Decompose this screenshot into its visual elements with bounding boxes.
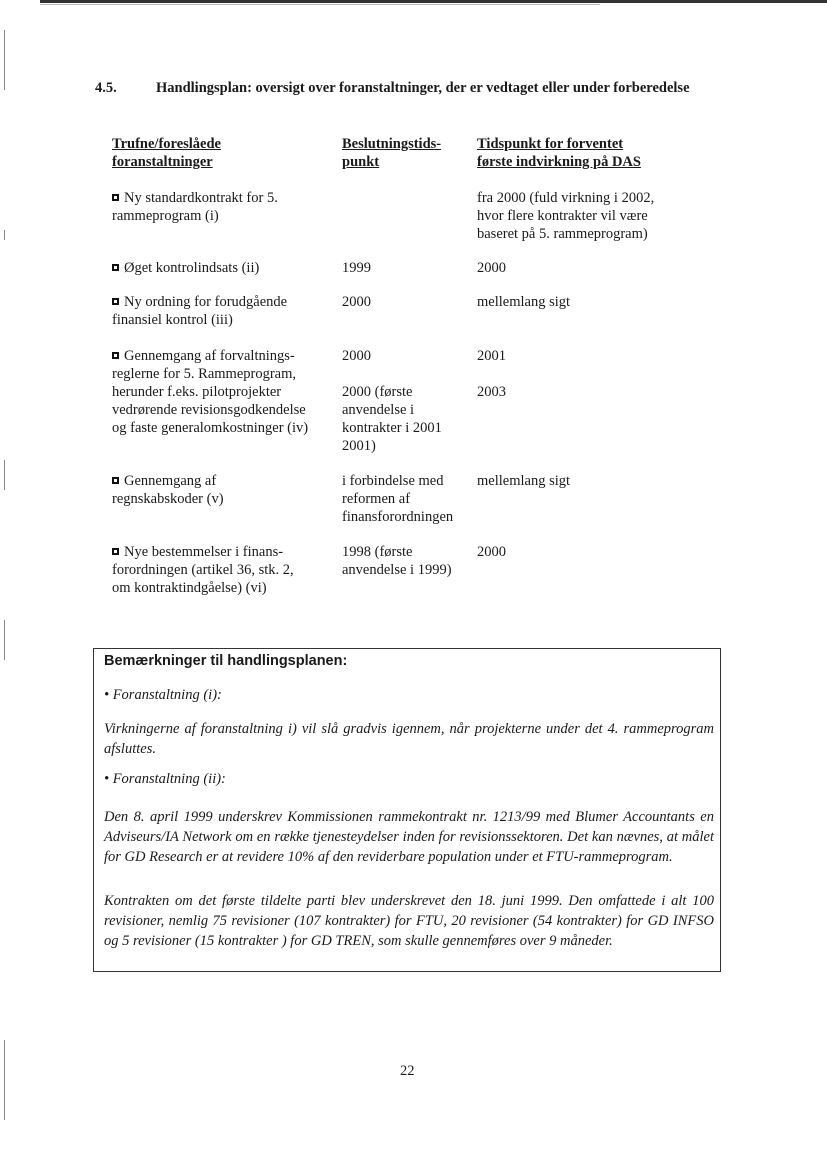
table-row: [112, 293, 337, 329]
table-row: [112, 259, 337, 277]
scan-margin-mark: [4, 460, 5, 490]
scan-margin-mark: [4, 620, 5, 660]
table-row: [112, 543, 337, 597]
column-header-measures: Trufne/foreslåede foranstaltninger: [112, 136, 221, 170]
measure-text: Ny ordning for forudgående finansiel kontrol (iii): [112, 294, 288, 328]
measure-text: Nye bestemmelser i finans- forordningen (artikel 36, stk. 2, om kontraktindgåelse) (vi): [112, 544, 294, 596]
column-header-impact: Tidspunkt for forventet første indvirkning på DAS: [477, 136, 641, 170]
measure-text: Gennemgang af forvaltnings- reglerne for 5. Rammeprogram, herunder f.eks. pilotprojekter vedrørende revisionsgodkendelse og faste generalomkostninger (iv): [112, 348, 309, 436]
remark-text: Den 8. april 1999 underskrev Kommissionen rammekontrakt nr. 1213/99 med Blumer Accountants en Adviseurs/IA Network om en række tjenesteydelser inden for revisionssektoren. Det kan nævnes, at målet for GD Research er at revidere 10% af den reviderbare population under et FTU-rammeprogram.: [104, 809, 714, 865]
remark-text: Virkningerne af foranstaltning i) vil slå gradvis igennem, når projekterne under det 4. rammeprogram afsluttes.: [104, 721, 714, 757]
bullet-square-icon: [112, 194, 119, 201]
bullet-square-icon: [112, 548, 119, 555]
impact-cell: 2000: [477, 544, 506, 560]
bullet-square-icon: [112, 264, 119, 271]
decision-cell: 1999: [342, 260, 371, 276]
impact-cell: 2001 2003: [477, 348, 506, 400]
scan-margin-mark: [4, 1040, 5, 1120]
measure-text: Øget kontrolindsats (ii): [124, 260, 260, 276]
remark-text: Kontrakten om det første tildelte parti blev underskrevet den 18. juni 1999. Den omfattede i alt 100 revisioner, nemlig 75 revisioner (107 kontrakter) for FTU, 20 revisioner (54 kontrakter) for GD INFSO og 5 revisioner (15 kontrakter ) for GD TREN, som skulle gennemføres over 9 måneder.: [104, 893, 714, 949]
column-header-decision: Beslutningstids- punkt: [342, 136, 442, 170]
table-row: [112, 189, 337, 225]
scan-margin-mark: [4, 30, 5, 90]
decision-cell: 2000 2000 (første anvendelse i kontrakter i 2001 2001): [342, 348, 442, 454]
table-row: [112, 472, 337, 508]
measure-text: Ny standardkontrakt for 5. rammeprogram (i): [112, 190, 278, 224]
section-number: 4.5.: [95, 80, 117, 96]
impact-cell: mellemlang sigt: [477, 294, 571, 310]
top-scan-rule: [40, 0, 827, 3]
remark-label: • Foranstaltning (ii):: [104, 771, 226, 787]
decision-cell: 1998 (første anvendelse i 1999): [342, 544, 452, 578]
section-title: Handlingsplan: oversigt over foranstaltninger, der er vedtaget eller under forberedelse: [156, 80, 690, 96]
scan-margin-mark: [4, 230, 5, 240]
table-row: [112, 347, 337, 437]
remark-label: • Foranstaltning (i):: [104, 687, 222, 703]
remarks-box: [93, 648, 721, 972]
impact-cell: mellemlang sigt: [477, 473, 571, 489]
impact-cell: 2000: [477, 260, 506, 276]
measure-text: Gennemgang af regnskabskoder (v): [112, 473, 224, 507]
bullet-square-icon: [112, 298, 119, 305]
bullet-square-icon: [112, 352, 119, 359]
decision-cell: 2000: [342, 294, 371, 310]
remarks-title: Bemærkninger til handlingsplanen:: [104, 653, 348, 669]
impact-cell: fra 2000 (fuld virkning i 2002, hvor flere kontrakter vil være baseret på 5. rammeprogram): [477, 190, 655, 242]
page-number: 22: [400, 1063, 415, 1079]
decision-cell: i forbindelse med reformen af finansforordningen: [342, 473, 454, 525]
bullet-square-icon: [112, 477, 119, 484]
